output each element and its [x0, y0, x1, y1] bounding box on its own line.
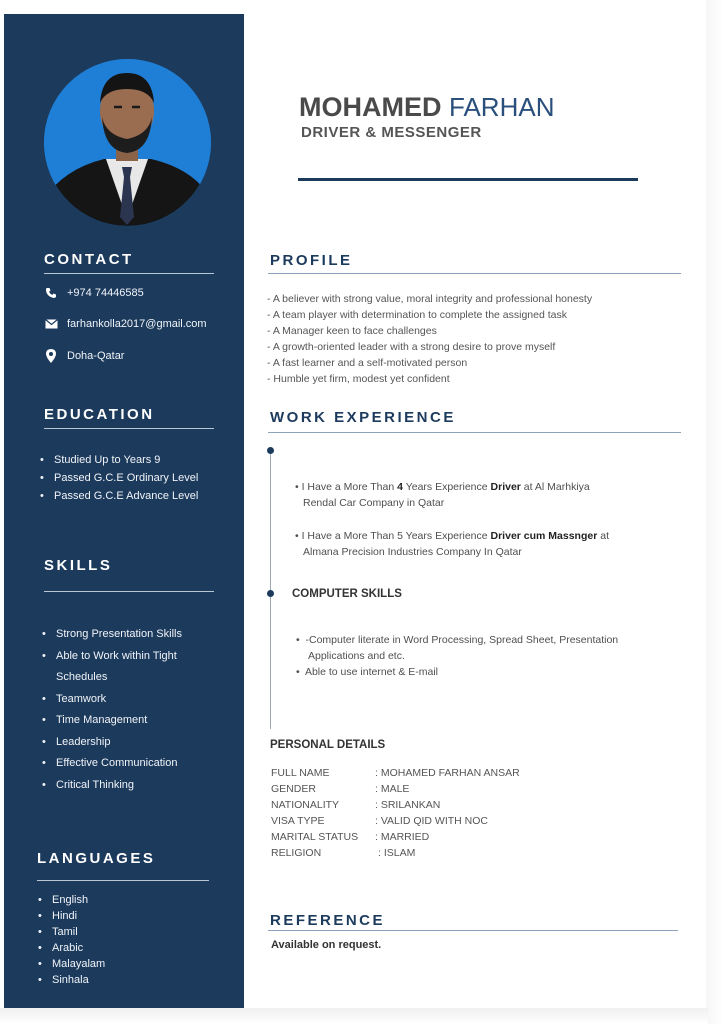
- contact-email: [42, 317, 207, 331]
- full-name: [299, 92, 554, 123]
- reference-rule: [268, 930, 678, 931]
- profile-line: - A Manager keen to face challenges: [267, 325, 437, 337]
- profile-photo: [44, 59, 211, 226]
- profile-line: - A team player with determination to complete the assigned task: [267, 309, 567, 321]
- languages-rule: [37, 880, 209, 881]
- detail-value: : MOHAMED FARHAN ANSAR: [375, 767, 520, 779]
- location-pin-icon: [42, 349, 60, 363]
- skill-item: • Effective Communication: [42, 753, 182, 775]
- detail-row: [271, 847, 520, 863]
- detail-row: [271, 767, 520, 783]
- work-heading: WORK EXPERIENCE: [270, 409, 456, 426]
- profile-list: [267, 291, 592, 387]
- education-rule: [44, 428, 214, 429]
- detail-value: : MALE: [375, 783, 410, 795]
- skill-item: • Critical Thinking: [42, 775, 182, 797]
- skill-item: • Strong Presentation Skills: [42, 624, 182, 646]
- detail-label: RELIGION: [271, 847, 322, 859]
- contact-phone: [42, 286, 144, 300]
- page-edge-shadow: [706, 0, 724, 1024]
- skill-item: • Teamwork: [42, 689, 182, 711]
- language-item: • English: [38, 892, 105, 908]
- language-item: • Arabic: [38, 940, 105, 956]
- profile-line: - A believer with strong value, moral integrity and professional honesty: [267, 293, 593, 305]
- detail-label: NATIONALITY: [271, 799, 340, 811]
- phone-text[interactable]: +974 74446585: [67, 287, 144, 299]
- timeline-dot: [267, 590, 274, 597]
- language-item: • Hindi: [38, 908, 105, 924]
- computer-skills-heading: COMPUTER SKILLS: [292, 588, 402, 600]
- profile-line: - Humble yet firm, modest yet confident: [267, 373, 450, 385]
- skill-item: • Time Management: [42, 710, 182, 732]
- skill-item: • Able to Work within Tight: [42, 646, 182, 668]
- detail-label: VISA TYPE: [271, 815, 325, 827]
- computer-skill-item: • -Computer literate in Word Processing, Spread Sheet, Presentation Applications and etc.: [296, 634, 619, 662]
- email-text[interactable]: farhankolla2017@gmail.com: [67, 318, 207, 330]
- first-name: MOHAMED: [299, 92, 442, 122]
- education-list: [40, 451, 198, 505]
- timeline-dot: [267, 447, 274, 454]
- profile-line: - A fast learner and a self-motivated person: [267, 357, 468, 369]
- detail-row: [271, 799, 520, 815]
- work-item-2: • I Have a More Than 5 Years Experience Driver cum Massnger at Almana Precision Industries Company In Qatar: [295, 530, 609, 558]
- contact-location: [42, 349, 124, 363]
- skill-item: • Leadership: [42, 732, 182, 754]
- languages-heading: LANGUAGES: [37, 850, 156, 867]
- detail-label: MARITAL STATUS: [271, 831, 359, 843]
- contact-rule: [44, 273, 214, 274]
- education-item: • Passed G.C.E Advance Level: [40, 487, 198, 505]
- detail-label: GENDER: [271, 783, 316, 795]
- detail-row: [271, 815, 520, 831]
- languages-list: [38, 892, 105, 988]
- email-icon: [42, 317, 60, 331]
- language-item: • Sinhala: [38, 972, 105, 988]
- contact-heading: CONTACT: [44, 251, 134, 268]
- name-underline: [298, 178, 638, 181]
- reference-text: Available on request.: [271, 939, 382, 951]
- detail-value: : VALID QID WITH NOC: [375, 815, 488, 827]
- computer-skill-item: • Able to use internet & E-mail: [296, 666, 439, 678]
- detail-label: FULL NAME: [271, 767, 330, 779]
- personal-details-heading: PERSONAL DETAILS: [270, 739, 386, 751]
- profile-rule: [268, 273, 681, 274]
- profile-line: - A growth-oriented leader with a strong desire to prove myself: [267, 341, 556, 353]
- personal-details-table: [271, 767, 520, 863]
- location-text: Doha-Qatar: [67, 350, 125, 362]
- language-item: • Tamil: [38, 924, 105, 940]
- phone-icon: [42, 286, 60, 300]
- education-item: • Passed G.C.E Ordinary Level: [40, 469, 198, 487]
- detail-row: [271, 783, 520, 799]
- detail-value: : SRILANKAN: [375, 799, 441, 811]
- skill-item-continued: Schedules: [56, 671, 108, 683]
- profile-heading: PROFILE: [270, 252, 353, 269]
- detail-value: : ISLAM: [378, 847, 416, 859]
- job-title: DRIVER & MESSENGER: [301, 124, 482, 141]
- skills-list: [42, 624, 182, 796]
- skills-rule: [44, 591, 214, 592]
- timeline-line: [270, 447, 271, 729]
- detail-value: : MARRIED: [375, 831, 430, 843]
- last-name: FARHAN: [449, 92, 555, 122]
- language-item: • Malayalam: [38, 956, 105, 972]
- education-heading: EDUCATION: [44, 406, 155, 423]
- work-item-1: • I Have a More Than 4 Years Experience Driver at Al Marhkiya Rendal Car Company in Qatar: [295, 481, 590, 509]
- reference-heading: REFERENCE: [270, 912, 386, 929]
- sidebar: [4, 14, 244, 1009]
- detail-row: [271, 831, 520, 847]
- education-item: • Studied Up to Years 9: [40, 451, 198, 469]
- skills-heading: SKILLS: [44, 557, 113, 574]
- page-bottom-shadow: [0, 1008, 708, 1024]
- work-rule: [268, 432, 681, 433]
